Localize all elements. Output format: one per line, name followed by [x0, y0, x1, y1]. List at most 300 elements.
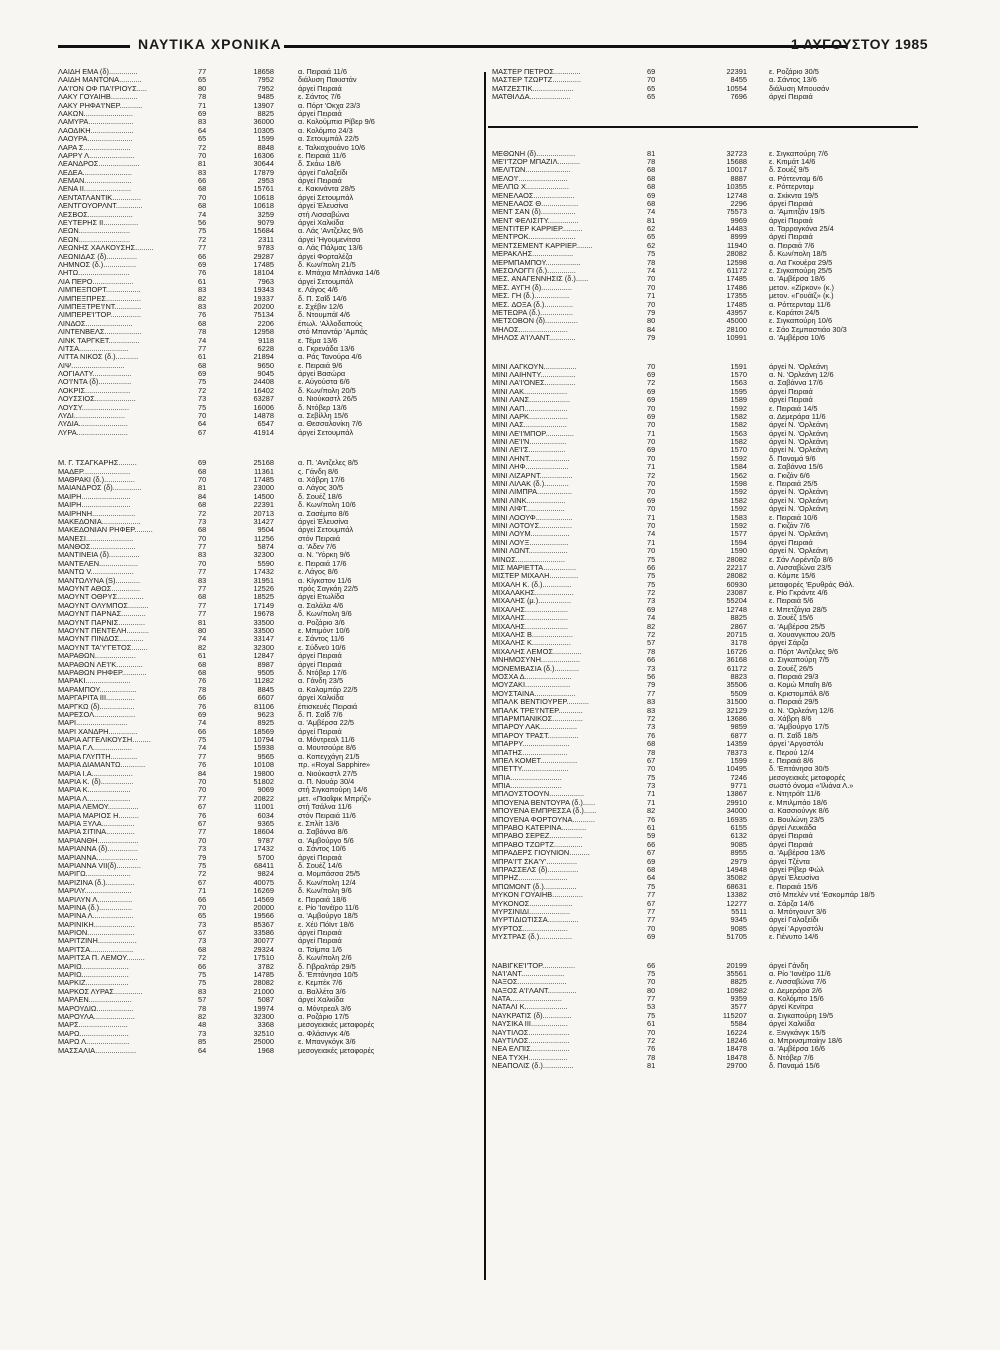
build-year: 69 [647, 387, 656, 396]
ship-name: ΛΙΜΠΕΞΠΡΕΣ................. [58, 294, 141, 303]
build-year: 66 [198, 694, 207, 703]
build-year: 64 [198, 1046, 207, 1055]
build-year: 68 [198, 467, 207, 476]
tonnage: 1592 [730, 404, 747, 413]
ship-status: δ. Κων/πολη 12/4 [298, 878, 356, 887]
build-year: 70 [647, 521, 656, 530]
tonnage: 68631 [726, 882, 747, 891]
ship-status: δ. Κων/πολη 9/6 [298, 887, 352, 896]
ship-status: άργεί Πειραιά [298, 177, 342, 186]
ship-name: ΜΑΡΙΑ ΞΥΛΑ................ [58, 819, 135, 828]
build-year: 73 [647, 664, 656, 673]
ship-status: α. Λισσαβώνα 23/5 [769, 563, 832, 572]
page-header [58, 36, 928, 56]
tonnage: 24408 [253, 378, 274, 387]
ship-status: άργεί Πειραιά [769, 840, 813, 849]
ship-name: ΜΠΑΡΟΥ ΤΡΑΣΤ............... [492, 731, 579, 740]
tonnage: 5590 [257, 559, 274, 568]
tonnage: 5584 [730, 1020, 747, 1029]
ship-name: ΜΑΝΤΙΝΕΙΑ (δ)............... [58, 551, 140, 560]
tonnage: 2867 [730, 622, 747, 631]
tonnage: 21894 [253, 353, 274, 362]
ship-status: δ. Παναμά 9/6 [769, 454, 816, 463]
ship-name: ΜΑΝΘΟΣ...................... [58, 543, 136, 552]
ship-name: ΜΑΡΑΜΠΟΥ.................. [58, 685, 137, 694]
ship-entry-row [492, 874, 922, 882]
ship-entry-row [492, 891, 922, 899]
ship-entry-row [492, 799, 922, 807]
ship-status: άργεί Πειραιά [298, 929, 342, 938]
build-year: 82 [198, 1012, 207, 1021]
build-year: 69 [647, 857, 656, 866]
ship-status: α. Σαλάλα 4/6 [298, 601, 344, 610]
ship-entry-row [492, 807, 922, 815]
tonnage: 11940 [726, 241, 747, 250]
ship-status: ε. Κιτιμάτ 14/6 [769, 157, 816, 166]
ship-name: ΜΠΕΛ ΚΟΜΕΤ.................. [492, 756, 578, 765]
ship-status: άργεί Ν. 'Ορλεάνη [769, 421, 828, 430]
ship-name: ΜΥΡΤΟΣ...................... [492, 924, 568, 933]
ship-name: ΜΑΟΥΝΤ ΤΑ'Υ'ΓΕΤΟΣ........ [58, 643, 148, 652]
build-year: 68 [198, 202, 207, 211]
ship-entry-row [58, 484, 488, 492]
tonnage: 8999 [730, 233, 747, 242]
ship-name: ΜΕΘΩΝΗ (δ)................... [492, 149, 576, 158]
ship-entry-row [58, 85, 488, 93]
build-year: 83 [198, 551, 207, 560]
build-year: 57 [198, 996, 207, 1005]
ship-entry-row [58, 803, 488, 811]
build-year: 77 [198, 568, 207, 577]
ship-name: ΜΑΔΕΡ....................... [58, 467, 131, 476]
ship-entry-row [58, 921, 488, 929]
ship-name: ΜΑΤΘΙΛΔΑ.................... [492, 93, 571, 102]
ship-status: μεσογειακές μεταφορές [298, 1046, 375, 1055]
ship-entry-row [492, 539, 922, 547]
tonnage: 3782 [257, 962, 274, 971]
ship-name: ΜΙΧΑΛΗΣ Κ................... [492, 639, 571, 648]
ship-entry-row [492, 250, 922, 258]
ship-name: ΜΑΡΙΝΑ Λ.................... [58, 912, 134, 921]
ship-name: ΝΑ'Ι'ΑΝΤ..................... [492, 969, 565, 978]
build-year: 72 [198, 870, 207, 879]
ship-entry-row [492, 1062, 922, 1070]
ship-name: ΝΕΑ ΤΥΧΗ................... [492, 1053, 568, 1062]
tonnage: 17879 [253, 168, 274, 177]
ship-entry-row [492, 656, 922, 664]
ship-status: ε. Πειραιά 5/6 [769, 597, 814, 606]
tonnage: 15688 [726, 157, 747, 166]
tonnage: 6228 [257, 344, 274, 353]
ship-status: α. Ράς Τανούρα 4/6 [298, 353, 362, 362]
tonnage: 2206 [257, 319, 274, 328]
ship-status: α. 'Αμπιτζάν 19/5 [769, 208, 825, 217]
tonnage: 7952 [257, 84, 274, 93]
ship-entry-row [492, 150, 922, 158]
ship-entry-row [58, 946, 488, 954]
ship-name: ΛΗΤΩ......................... [58, 269, 130, 278]
ship-status: α. Χουανγκπου 20/5 [769, 631, 836, 640]
build-year: 61 [198, 353, 207, 362]
ship-status: άργεί Γαλαξείδι [298, 168, 348, 177]
header-rule-middle [284, 45, 847, 48]
tonnage: 22217 [726, 563, 747, 572]
ship-status: διάλυση Πακιστάν [298, 76, 357, 85]
tonnage: 10355 [726, 183, 747, 192]
tonnage: 31427 [253, 517, 274, 526]
ship-entry-row [492, 275, 922, 283]
ship-status: άργεί Ν. 'Ορλεάνη [769, 438, 828, 447]
tonnage: 25000 [253, 1038, 274, 1047]
ship-status: άργεί Πειραιά [298, 853, 342, 862]
build-year: 69 [647, 933, 656, 942]
build-year: 61 [647, 1020, 656, 1029]
ship-status: άργεί Πειραιά [769, 538, 813, 547]
ship-entry-row [58, 1021, 488, 1029]
ship-entry-row [492, 514, 922, 522]
ship-status: άργεί Ετωλίδα [298, 593, 345, 602]
ship-entry-row [492, 606, 922, 614]
ship-status: ε. Ρίο 'Ιανέϊρο 11/6 [298, 903, 359, 912]
ship-name: ΜΙΝΙ ΛΑ'Ι'ΟΝΕΣ............... [492, 379, 576, 388]
tonnage: 7246 [730, 773, 747, 782]
tonnage: 9365 [257, 819, 274, 828]
ship-name: ΛΙΤΣΑ........................ [58, 344, 129, 353]
build-year: 68 [198, 361, 207, 370]
tonnage: 1968 [257, 1046, 274, 1055]
ship-status: άργεί Τζέντα [769, 857, 810, 866]
build-year: 62 [647, 241, 656, 250]
ship-entry-row [492, 1020, 922, 1028]
tonnage: 16006 [253, 403, 274, 412]
build-year: 74 [647, 614, 656, 623]
ship-status: ε. Μπετζάγια 28/5 [769, 605, 827, 614]
publication-title: ΝΑΥΤΙΚΑ ΧΡΟΝΙΚΑ [138, 36, 282, 52]
ship-name: ΜΙΝΙ ΛΑΙΗΝΤΥ................. [492, 370, 576, 379]
ship-status: α. Μπρινσμπαίην 18/6 [769, 1037, 843, 1046]
build-year: 75 [198, 979, 207, 988]
build-year: 70 [647, 765, 656, 774]
build-year: 62 [647, 225, 656, 234]
listing-block [492, 962, 922, 1071]
ship-status: άργεί Λευκάδα [769, 824, 817, 833]
ship-entry-row [492, 1037, 922, 1045]
tonnage: 1594 [730, 538, 747, 547]
ship-status: α. Χάβρη 17/6 [298, 475, 345, 484]
ship-entry-row [58, 429, 488, 437]
tonnage: 41914 [253, 428, 274, 437]
issue-date: 1 ΑΥΓΟΥΣΤΟΥ 1985 [790, 36, 928, 52]
ship-name: ΛΙΜΠΕΡΕ'Ι'ΤΟΡ............... [58, 311, 142, 320]
build-year: 69 [647, 396, 656, 405]
build-year: 67 [198, 803, 207, 812]
build-year: 84 [198, 769, 207, 778]
ship-entry-row [58, 795, 488, 803]
ship-status: ε. Ρόττερνταμ [769, 183, 814, 192]
ship-entry-row [492, 463, 922, 471]
ship-name: ΜΑΡΓΚΩ (δ)................. [58, 702, 135, 711]
ship-status: μετον. «Γουάϊζ» (κ.) [769, 292, 834, 301]
ship-name: ΜΠΟΥΕΝΑ ΕΜΠΡΕΣΣΑ (δ.)...... [492, 807, 597, 816]
tonnage: 19678 [253, 610, 274, 619]
ship-entry-row [492, 883, 922, 891]
tonnage: 23087 [726, 589, 747, 598]
build-year: 81 [647, 1062, 656, 1071]
tonnage: 28082 [726, 250, 747, 259]
ship-status: ε. Σιγκαπούρη 10/6 [769, 317, 833, 326]
ship-status: α. 'Αδεν 7/6 [298, 543, 337, 552]
ship-name: ΜΙΧΑΛΗΣ Β.................... [492, 631, 573, 640]
ship-entry-row [492, 396, 922, 404]
ship-name: ΛΕΩΝ......................... [58, 227, 131, 236]
build-year: 75 [647, 580, 656, 589]
ship-name: ΜΑΡΙΤΣΑ Π. ΛΕΜΟΥ......... [58, 954, 145, 963]
ship-status: δ. 'Επτάνησα 30/5 [769, 765, 829, 774]
tonnage: 32300 [253, 551, 274, 560]
ship-entry-row [492, 858, 922, 866]
ship-entry-row [58, 551, 488, 559]
tonnage: 1584 [730, 463, 747, 472]
ship-name: ΜΟΥΣΤΑΙΝΑ.................... [492, 689, 576, 698]
ship-name: ΜΕΛΙΤΩΝ...................... [492, 166, 571, 175]
ship-name: ΜΥΚΟΝΟΣ..................... [492, 899, 573, 908]
tonnage: 11256 [253, 534, 274, 543]
tonnage: 6547 [257, 420, 274, 429]
build-year: 84 [198, 492, 207, 501]
tonnage: 17432 [253, 568, 274, 577]
ship-entry-row [58, 770, 488, 778]
ship-status: άργεί Έλευσίνα [298, 517, 349, 526]
ship-status: α. Νιούκαστλ 27/5 [298, 769, 358, 778]
ship-name: ΜΕΝΤ ΦΕΛΙΣΙΤΥ............... [492, 216, 579, 225]
build-year: 72 [198, 509, 207, 518]
ship-name: ΜΑΡΑΚΙ...................... [58, 677, 131, 686]
ship-status: α. 'Αμβέρσα 13/6 [769, 849, 825, 858]
tonnage: 31951 [253, 576, 274, 585]
ship-name: ΛΑΚΥ ΓΟΥΑΙΗΒ............. [58, 93, 138, 102]
ship-entry-row [58, 202, 488, 210]
ship-name: ΝΑΥΤΙΛΟΣ.................... [492, 1028, 570, 1037]
ship-name: ΜΙΝΙ ΛΑΚ..................... [492, 387, 568, 396]
ship-name: ΜΑΝΤΩΛΥΝΑ (S)............ [58, 576, 141, 585]
ship-name: ΛΙΑ ΠΕΡΟ.................... [58, 277, 134, 286]
ship-entry-row [58, 468, 488, 476]
tonnage: 8887 [730, 174, 747, 183]
ship-status: ε. Μπανγκόγκ 3/6 [298, 1038, 356, 1047]
build-year: 74 [647, 208, 656, 217]
build-year: 68 [198, 319, 207, 328]
ship-entry-row [492, 987, 922, 995]
ship-name: ΜΑΡΙΑ Ι.Α.................... [58, 769, 133, 778]
build-year: 80 [198, 84, 207, 93]
ship-entry-row [492, 866, 922, 874]
ship-name: ΛΟΚΡΙΣ...................... [58, 386, 131, 395]
tonnage: 29910 [726, 798, 747, 807]
ship-entry-row [58, 896, 488, 904]
ship-entry-row [492, 581, 922, 589]
ship-status: ε. Αύγούστα 6/6 [298, 378, 350, 387]
build-year: 70 [647, 300, 656, 309]
ship-name: ΛΥΔΙΑ........................ [58, 420, 128, 429]
ship-name: ΜΕΝΕΛΑΟΣ.................... [492, 191, 575, 200]
ship-name: ΜΑΝΤΩ V..................... [58, 568, 134, 577]
ship-name: ΜΑΡΕΣΟΛ.................... [58, 710, 136, 719]
ship-name: ΜΕΣ. ΑΝΑΓΕΝΝΗΣΙΣ (δ.)...... [492, 275, 589, 284]
build-year: 76 [198, 702, 207, 711]
build-year: 75 [647, 555, 656, 564]
tonnage: 34000 [726, 807, 747, 816]
ship-entry-row [58, 1005, 488, 1013]
tonnage: 14483 [726, 225, 747, 234]
ship-name: ΜΥΣΤΡΑΣ (δ.)................ [492, 933, 573, 942]
ship-entry-row [492, 292, 922, 300]
ship-name: ΜΙΧΑΛΑΚΗΣ................... [492, 589, 574, 598]
build-year: 78 [647, 1053, 656, 1062]
tonnage: 2311 [258, 235, 274, 244]
ship-status: α. Σαβάννα 8/6 [298, 828, 348, 837]
ship-name: ΜΠΑΡΜΠΑΝΙΚΟΣ............... [492, 714, 583, 723]
ship-name: ΜΠΑΛΚ ΒΕΝΤΙΟΥΡΕΡ........... [492, 698, 589, 707]
ship-status: ε. Γιένυπο 14/6 [769, 933, 819, 942]
build-year: 68 [647, 865, 656, 874]
ship-entry-row [58, 728, 488, 736]
ship-name: ΜΥΚΟΝ ΓΟΥΑΙΗΒ............... [492, 891, 583, 900]
ship-name: ΜΙΝΙ ΛΕ'Ι'Σ.................. [492, 446, 566, 455]
ship-name: ΝΕΑ ΕΛΠΙΣ................... [492, 1045, 570, 1054]
ship-entry-row [492, 832, 922, 840]
ship-entry-row [58, 845, 488, 853]
ship-entry-row [492, 488, 922, 496]
build-year: 78 [647, 647, 656, 656]
ship-entry-row [58, 711, 488, 719]
ship-name: ΜΙΝΙ ΛΙΜΠΡΑ................. [492, 488, 572, 497]
ship-entry-row [492, 233, 922, 241]
build-year: 77 [647, 891, 656, 900]
build-year: 80 [198, 627, 207, 635]
ship-entry-row [492, 970, 922, 978]
tonnage: 60930 [726, 580, 747, 589]
build-year: 73 [198, 920, 207, 929]
ship-status: μετ. «Παοΐφικ Μπρήζ» [298, 794, 372, 803]
ship-entry-row [58, 988, 488, 996]
tonnage: 8825 [730, 978, 747, 987]
ship-entry-row [58, 719, 488, 727]
tonnage: 1582 [730, 438, 747, 447]
build-year: 85 [198, 1038, 207, 1047]
build-year: 81 [647, 149, 656, 158]
ship-status: άργεί Έλευσίνα [769, 874, 820, 883]
ship-entry-row [492, 556, 922, 564]
build-year: 77 [198, 601, 207, 610]
ship-name: ΜΑΡΙ ΧΑΝΔΡΗ.............. [58, 727, 138, 736]
ship-entry-row [492, 564, 922, 572]
ship-entry-row [492, 765, 922, 773]
tonnage: 1570 [730, 446, 747, 455]
build-year: 69 [647, 68, 656, 76]
build-year: 70 [647, 488, 656, 497]
ship-entry-row [492, 480, 922, 488]
tonnage: 20715 [726, 631, 747, 640]
ship-name: ΜΠΡΗΖ........................ [492, 874, 568, 883]
ship-name: ΛΕΝΤΑΤΛΑΝΤΙΚ.............. [58, 193, 141, 202]
ship-status: α. Κίγκστον 11/6 [298, 576, 352, 585]
build-year: 73 [198, 1029, 207, 1038]
tonnage: 9565 [257, 752, 274, 761]
ship-name: ΛΟΥΣΣΙΟΣ.................... [58, 395, 136, 404]
ship-name: ΜΑΡΓΑΡΙΤΑ ΙΙΙ.............. [58, 694, 135, 703]
tonnage: 12958 [253, 328, 274, 337]
tonnage: 14948 [726, 865, 747, 874]
ship-status: α. Σιγκαπούρη 19/5 [769, 1011, 834, 1020]
ship-status: δ. Π. Σαΐδ 14/6 [298, 294, 347, 303]
ship-entry-row [58, 971, 488, 979]
tonnage: 10108 [253, 761, 274, 770]
ship-name: ΜΑΙΡΗ........................ [58, 492, 131, 501]
build-year: 75 [198, 378, 207, 387]
ship-status: α. Πόρτ 'Αντζελες 9/6 [769, 647, 839, 656]
build-year: 72 [647, 589, 656, 598]
tonnage: 11361 [253, 467, 274, 476]
build-year: 70 [198, 836, 207, 845]
ship-entry-row [58, 518, 488, 526]
tonnage: 18658 [253, 68, 274, 76]
ship-entry-row [58, 912, 488, 920]
build-year: 70 [198, 786, 207, 795]
ship-entry-row [492, 1003, 922, 1011]
ship-status: α. Μομπάσσα 25/5 [298, 870, 361, 879]
listing-block [492, 363, 922, 942]
tonnage: 8825 [257, 109, 274, 118]
ship-entry-row [58, 278, 488, 286]
ship-entry-row [58, 677, 488, 685]
ship-name: ΜΕΛΠΩ Χ..................... [492, 183, 569, 192]
ship-name: ΜΑΝΤΕΛΕΝ................... [58, 559, 139, 568]
build-year: 76 [647, 1045, 656, 1054]
ship-name: ΜΙΧΑΛΗΣ ΛΕΜΟΣ.............. [492, 647, 582, 656]
tonnage: 20000 [253, 903, 274, 912]
ship-entry-row [58, 135, 488, 143]
build-year: 70 [647, 421, 656, 430]
ship-name: ΜΑΡΟΥΔΙΩ.................. [58, 1004, 134, 1013]
ship-entry-row [58, 219, 488, 227]
tonnage: 19974 [253, 1004, 274, 1013]
tonnage: 115207 [722, 1011, 747, 1020]
ship-status: α. Σάρζα 14/6 [769, 899, 814, 908]
tonnage: 5509 [730, 689, 747, 698]
tonnage: 32300 [253, 1012, 274, 1021]
tonnage: 20713 [253, 509, 274, 518]
tonnage: 8455 [730, 76, 747, 85]
build-year: 74 [198, 210, 207, 219]
tonnage: 29700 [726, 1062, 747, 1071]
ship-status: α. Σουέζ 26/5 [769, 664, 814, 673]
ship-status: άργεί Ν. 'Ορλεάνη [769, 446, 828, 455]
ship-status: α. 'Αμβούργο 18/5 [298, 912, 358, 921]
ship-status: α. Μπότγουντ 3/6 [769, 907, 827, 916]
build-year: 68 [198, 945, 207, 954]
build-year: 81 [198, 618, 207, 627]
ship-name: ΜΟΝΕΜΒΑΣΙΑ (δ.)............ [492, 664, 580, 673]
tonnage: 1562 [730, 471, 747, 480]
ship-status: ε. Σιγκαπούρη 25/5 [769, 267, 833, 276]
ship-status: α. Πειραιά 11/6 [298, 68, 347, 76]
tonnage: 12277 [726, 899, 747, 908]
build-year: 75 [198, 971, 207, 980]
ship-entry-row [492, 472, 922, 480]
build-year: 70 [198, 903, 207, 912]
tonnage: 18569 [253, 727, 274, 736]
tonnage: 17486 [726, 283, 747, 292]
